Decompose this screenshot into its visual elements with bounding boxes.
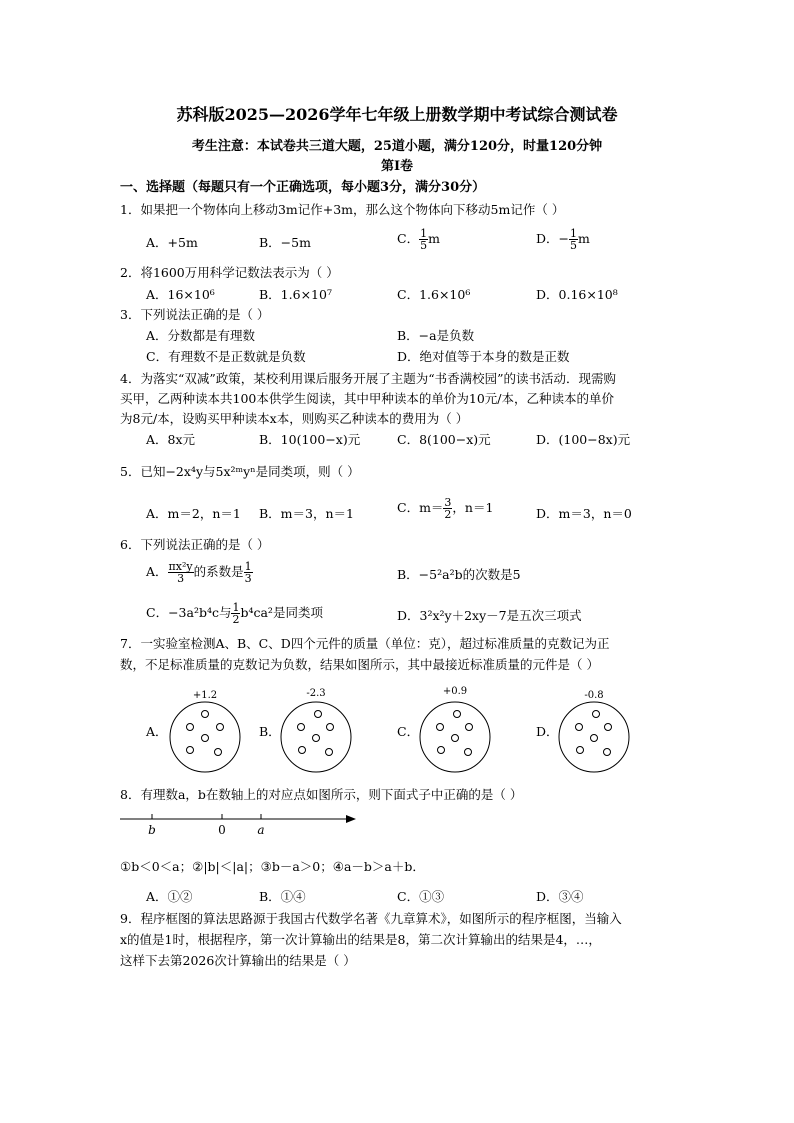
component-a-hole: [217, 724, 224, 731]
exam-notice: 考生注意：本试卷共三道大题，25道小题，满分120分，时量120分钟: [191, 139, 603, 154]
component-b-hole: [315, 711, 322, 718]
q3-option-d: D．绝对值等于本身的数是正数: [397, 349, 570, 364]
q8-option-d: D．③④: [536, 889, 584, 904]
q9-line3: 这样下去第2026次计算输出的结果是（ ）: [120, 953, 356, 968]
component-a-hole: [187, 747, 194, 754]
component-b-hole: [327, 724, 334, 731]
q1-c-fraction: [419, 228, 428, 251]
q7-line1: 7．一实验室检测A、B、C、D四个元件的质量（单位：克），超过标准质量的克数记为正: [120, 636, 610, 651]
q6-a-den: 3: [177, 572, 185, 585]
q2-option-d: D．0.16×10⁸: [536, 287, 618, 302]
component-a-hole: [202, 735, 209, 742]
q1-option-a: A．+5m: [146, 235, 198, 250]
q6-option-b: B．−5²a²b的次数是5: [397, 567, 521, 582]
q5-option-d: D．m＝3，n＝0: [536, 506, 632, 521]
q1-option-b: B．−5m: [259, 235, 311, 250]
q2-stem: 2．将1600万用科学记数法表示为（ ）: [120, 265, 339, 280]
section-heading: 一、选择题（每题只有一个正确选项，每小题3分，满分30分）: [120, 180, 486, 195]
component-c-hole: [466, 724, 473, 731]
component-a-circle: [170, 702, 240, 772]
q5-option-b: B．m＝3，n＝1: [259, 506, 354, 521]
q6-a-mid: 的系数是: [193, 564, 244, 579]
q2-option-a: A．16×10⁶: [146, 287, 215, 302]
q4-line1: 4．为落实“双减”政策，某校利用课后服务开展了主题为“书香满校园”的读书活动．现需购: [120, 371, 617, 386]
q6-option-a: [146, 561, 253, 584]
q3-option-a: A．分数都是有理数: [146, 328, 256, 343]
component-b-hole: [298, 724, 305, 731]
q7-components-figure: [160, 680, 640, 780]
q2-option-b: B．1.6×10⁷: [259, 287, 332, 302]
number-line-arrow: [346, 815, 356, 823]
component-a-hole: [202, 711, 209, 718]
component-b: [281, 688, 351, 772]
q1-d-prefix: D．−: [536, 231, 569, 246]
q1-d-den: 5: [570, 239, 577, 252]
component-d-hole: [593, 711, 600, 718]
q9-line1: 9．程序框图的算法思路源于我国古代数学名著《九章算术》，如图所示的程序框图，当输入: [120, 911, 622, 926]
component-d-hole: [604, 749, 611, 756]
q6-option-c: [146, 602, 323, 625]
q2-option-c: C．1.6×10⁶: [397, 287, 471, 302]
q5-c-num: 3: [444, 496, 452, 509]
q4-line3: 为8元/本，设购买甲种读本x本，则购买乙种读本的费用为（ ）: [120, 411, 469, 426]
q1-c-num: 1: [420, 227, 428, 240]
q5-option-c: [397, 497, 493, 520]
q6-a-den2: 3: [244, 572, 252, 585]
component-d-hole: [591, 735, 598, 742]
q8-number-line: [118, 808, 368, 838]
q4-line2: 买甲，乙两种读本共100本供学生阅读，其中甲种读本的单价为10元/本，乙种读本的单价: [120, 391, 614, 406]
component-b-hole: [313, 735, 320, 742]
component-a-hole: [187, 724, 194, 731]
component-b-value: -2.3: [306, 688, 326, 699]
q1-stem: 1．如果把一个物体向上移动3m记作+3m，那么这个物体向下移动5m记作（ ）: [120, 202, 565, 217]
q1-d-num: 1: [570, 227, 577, 240]
component-c: [420, 686, 490, 772]
q1-c-den: 5: [420, 239, 428, 252]
q8-option-c: C．①③: [397, 889, 445, 904]
component-c-circle: [420, 702, 490, 772]
q6-a-num: πx²y: [168, 560, 193, 573]
q1-c-suffix: m: [428, 231, 440, 246]
component-a-value: +1.2: [192, 690, 218, 701]
component-d-value: -0.8: [584, 690, 604, 701]
q7-line2: 数，不足标准质量的克数记为负数，结果如图所示，其中最接近标准质量的元件是（ ）: [120, 657, 599, 672]
q5-c-prefix: C．m＝: [397, 500, 444, 515]
q8-option-a: A．①②: [146, 889, 193, 904]
q1-c-prefix: C．: [397, 231, 420, 246]
component-b-circle: [281, 702, 351, 772]
component-d-hole: [577, 747, 584, 754]
q8-stem: 8．有理数a，b在数轴上的对应点如图所示，则下面式子中正确的是（ ）: [120, 787, 523, 802]
q4-option-b: B．10(100−x)元: [259, 432, 361, 447]
component-a: [170, 690, 240, 772]
q1-option-c: [397, 228, 440, 251]
q5-c-suffix: ，n＝1: [452, 500, 494, 515]
component-c-hole: [438, 747, 445, 754]
q5-option-a: A．m＝2，n＝1: [146, 506, 241, 521]
q6-option-d: D．3²x²y＋2xy－7是五次三项式: [397, 608, 582, 623]
tick-label-a: a: [257, 823, 265, 837]
q6-a-num2: 1: [244, 560, 252, 573]
q6-a-fraction1: [168, 561, 194, 584]
component-d: [559, 690, 629, 772]
component-d-hole: [576, 724, 583, 731]
volume-label: 第Ⅰ卷: [380, 159, 414, 174]
q5-stem: 5．已知−2x⁴y与5x²ᵐyⁿ是同类项，则（ ）: [120, 464, 360, 479]
q5-c-den: 2: [444, 508, 452, 521]
component-c-value: +0.9: [442, 686, 468, 697]
q8-option-b: B．①④: [259, 889, 306, 904]
q1-option-d: [536, 228, 590, 251]
component-c-hole: [465, 749, 472, 756]
q9-line2: x的值是1时，根据程序，第一次计算输出的结果是8，第二次计算输出的结果是4，…，: [120, 932, 601, 947]
q7-option-c-label: C．: [397, 724, 420, 739]
component-c-hole: [452, 735, 459, 742]
component-a-hole: [215, 749, 222, 756]
q6-stem: 6．下列说法正确的是（ ）: [120, 537, 270, 552]
q3-stem: 3．下列说法正确的是（ ）: [120, 307, 270, 322]
q7-option-d-label: D．: [536, 724, 559, 739]
q1-d-fraction: [569, 228, 578, 251]
q1-d-suffix: m: [578, 231, 590, 246]
component-b-hole: [299, 747, 306, 754]
tick-label-b: b: [148, 823, 156, 837]
q6-c-prefix: C．−3a²b⁴c与: [146, 605, 232, 620]
q6-a-fraction2: [244, 561, 253, 584]
q7-option-b-label: B．: [259, 724, 281, 739]
q6-c-den: 2: [232, 613, 240, 626]
q6-a-prefix: A．: [146, 564, 168, 579]
q3-option-b: B．−a是负数: [397, 328, 475, 343]
exam-title: 苏科版2025—2026学年七年级上册数学期中考试综合测试卷: [176, 105, 618, 124]
component-c-hole: [437, 724, 444, 731]
tick-label-0: 0: [218, 823, 226, 837]
q3-option-c: C．有理数不是正数就是负数: [146, 349, 306, 364]
q6-c-num: 1: [232, 601, 240, 614]
component-d-hole: [605, 724, 612, 731]
component-c-hole: [454, 711, 461, 718]
q4-option-c: C．8(100−x)元: [397, 432, 491, 447]
component-d-circle: [559, 702, 629, 772]
q4-option-a: A．8x元: [146, 432, 196, 447]
q8-conditions: ①b＜0＜a；②|b|＜|a|；③b－a＞0；④a－b＞a＋b．: [120, 859, 425, 874]
q7-option-a-label: A．: [146, 724, 168, 739]
component-b-hole: [326, 749, 333, 756]
q4-option-d: D．(100−8x)元: [536, 432, 631, 447]
q6-c-suffix: b⁴ca²是同类项: [240, 605, 323, 620]
